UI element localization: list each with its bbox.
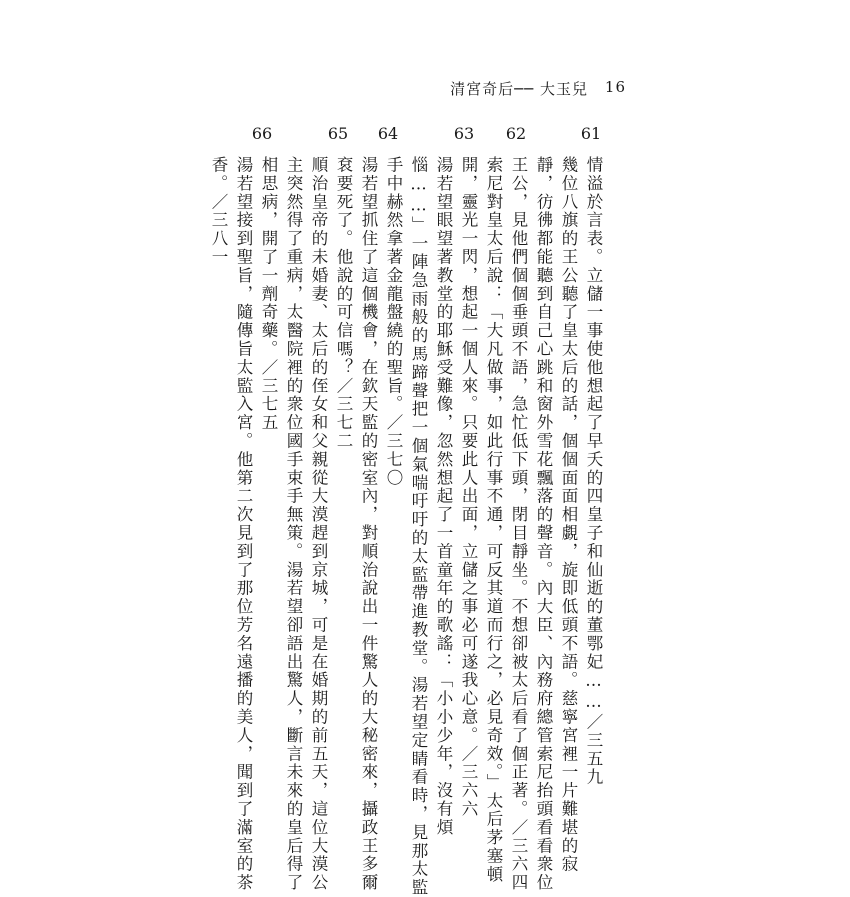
entry-61-line-2: 幾位八旗的王公聽了皇太后的話，個個面面相覷，旋即低頭不語。慈寧宮裡一片難堪的寂 — [559, 156, 578, 874]
entry-number-62: 62 — [505, 124, 527, 143]
page-number: 16 — [604, 78, 626, 96]
entry-65-line-2: 主突然得了重病，太醫院裡的衆位國手束手無策。湯若望卻語出驚人，斷言未來的皇后得了 — [284, 156, 303, 892]
entry-number-65: 65 — [327, 124, 349, 143]
entry-62-line-2: 開，靈光一閃，想起一個人來。只要此人出面，立儲之事必可遂我心意。／三六六 — [459, 156, 478, 819]
entry-64-line-1: 湯若望抓住了這個機會，在欽天監的密室內，對順治說出一件驚人的大秘密來，攝政王多爾 — [359, 156, 378, 892]
entry-62-line-1: 索尼對皇太后說：「大凡做事，如此行事不通，可反其道而行之，必見奇效。」太后茅塞頓 — [484, 156, 503, 884]
entry-65-line-1: 順治皇帝的未婚妻、太后的侄女和父親從大漠趕到京城，可是在婚期的前五天，這位大漠公 — [309, 156, 328, 892]
entry-number-63: 63 — [453, 124, 475, 143]
entry-66-line-1: 湯若望接到聖旨，隨傳旨太監入宮。他第二次見到了那位芳名遠播的美人，聞到了滿室的茶 — [234, 156, 253, 892]
entry-63-line-3: 手中赫然拿著金龍盤繞的聖旨。／三七〇 — [384, 156, 403, 488]
entry-63-line-2: 惱……」一陣急雨般的馬蹄聲把一個氣喘吁吁的太監帶進教堂。湯若望定睛看時，見那太監 — [409, 156, 428, 897]
entry-65-line-3: 相思病，開了一劑奇藥。／三七五 — [259, 156, 278, 432]
entry-63-line-1: 湯若望眼望著教堂的耶穌受難像，忽然想起了一首童年的歌謠：「小小少年，沒有煩 — [434, 156, 453, 837]
entry-number-66: 66 — [251, 124, 273, 143]
entry-66-line-2: 香。／三八一 — [209, 156, 228, 267]
entry-64-line-2: 袞要死了。他說的可信嗎？／三七二 — [334, 156, 353, 451]
entry-61-line-4: 王公，見他們個個垂頭不語，急忙低下頭，閉目靜坐。不想卻被太后看了個正著。／三六四 — [509, 156, 528, 892]
entry-61-line-1: 情溢於言表。立儲一事使他想起了早夭的四皇子和仙逝的董鄂妃……／三五九 — [584, 156, 603, 787]
entry-number-64: 64 — [377, 124, 399, 143]
book-title: 清宮奇后── 大玉兒 — [450, 80, 588, 98]
entry-number-61: 61 — [580, 124, 602, 143]
entry-61-line-3: 靜，彷彿都能聽到自己心跳和窗外雪花飄落的聲音。內大臣、內務府總管索尼抬頭看看衆位 — [534, 156, 553, 892]
